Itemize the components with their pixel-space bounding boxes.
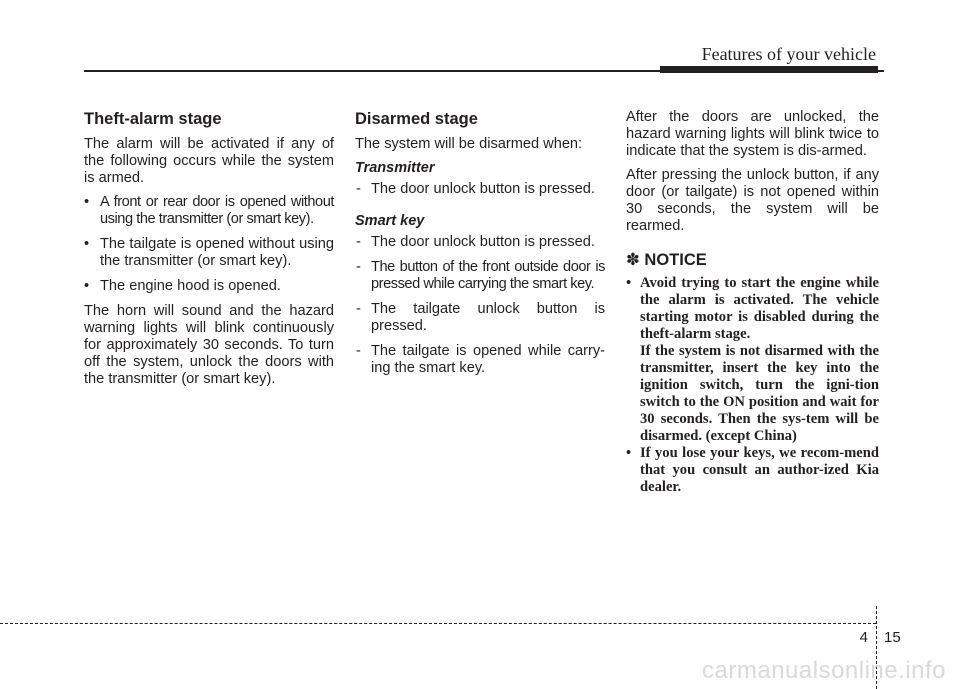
smart-key-list <box>355 234 605 377</box>
bullet-mark: • <box>84 278 90 294</box>
dash-mark: - <box>356 301 361 317</box>
page-header-title: Features of your vehicle <box>701 44 876 64</box>
column-theft-alarm <box>84 109 334 395</box>
notice-item-text: If you lose your keys, we recom-mend that you consult an author-ized Kia dealer. <box>640 445 879 495</box>
page-number: 15 <box>884 629 901 646</box>
list-item-text: The door unlock button is pressed. <box>371 181 595 197</box>
dash-mark: - <box>356 259 361 275</box>
theft-alarm-bullets <box>84 194 334 295</box>
theft-alarm-outro: The horn will sound and the hazard warning lights will blink continuously for approximately 30 seconds. To turn off the system, unlock the doors with the transmitter (or smart key). <box>84 303 334 387</box>
notice-item-text: If the system is not disarmed with the transmitter, insert the key into the ignition switch, turn the igni-tion switch to the ON position and wait for 30 seconds. Then the sys-tem will be disarmed. (except China) <box>640 343 879 444</box>
header-rule <box>84 70 884 72</box>
bullet-mark: • <box>626 275 632 291</box>
list-item-text: The tailgate is opened without using the transmitter (or smart key). <box>100 236 334 269</box>
list-item <box>355 343 605 377</box>
column-disarmed <box>355 109 605 385</box>
list-item-text: The tailgate is opened while carry-ing the smart key. <box>371 343 605 376</box>
transmitter-heading: Transmitter <box>355 160 435 176</box>
notice-item <box>626 275 879 445</box>
notice-item-text: Avoid trying to start the engine while the alarm is activated. The vehicle starting motor is disabled during the theft-alarm stage. <box>640 275 879 342</box>
transmitter-list <box>355 181 605 198</box>
notice-list <box>626 275 879 496</box>
bullet-mark: • <box>626 445 632 461</box>
chapter-number: 4 <box>859 629 868 646</box>
list-item <box>84 236 334 270</box>
dash-mark: - <box>356 181 361 197</box>
list-item <box>355 301 605 335</box>
list-item-text: The engine hood is opened. <box>100 278 281 294</box>
dash-mark: - <box>356 234 361 250</box>
list-item-text: The tailgate unlock button is pressed. <box>371 301 605 334</box>
list-item <box>355 234 605 251</box>
notice-item <box>626 445 879 496</box>
list-item <box>84 278 334 295</box>
bullet-mark: • <box>84 194 90 210</box>
footer-rule <box>0 623 876 624</box>
bullet-mark: • <box>84 236 90 252</box>
disarm-blink-paragraph: After the doors are unlocked, the hazard warning lights will blink twice to indicate that the system is dis-armed. <box>626 109 879 159</box>
notice-heading <box>626 250 879 270</box>
theft-alarm-intro: The alarm will be activated if any of the following occurs while the system is armed. <box>84 136 334 186</box>
list-item-text: The door unlock button is pressed. <box>371 234 595 250</box>
disarmed-intro: The system will be disarmed when: <box>355 136 583 152</box>
watermark-link[interactable]: carmanualsonline.info <box>702 657 946 684</box>
column-notice <box>626 109 879 496</box>
list-item <box>84 194 334 228</box>
list-item-text: A front or rear door is opened without using the transmitter (or smart key). <box>100 194 334 227</box>
notice-title-text: NOTICE <box>644 251 707 269</box>
rearm-paragraph: After pressing the unlock button, if any door (or tailgate) is not opened within 30 seconds, the system will be rearmed. <box>626 167 879 234</box>
list-item <box>355 259 605 293</box>
notice-asterisk-icon: ✽ <box>626 251 640 269</box>
list-item <box>355 181 605 198</box>
disarmed-heading: Disarmed stage <box>355 110 478 128</box>
dash-mark: - <box>356 343 361 359</box>
list-item-text: The button of the front outside door is pressed while carrying the smart key. <box>371 259 605 292</box>
theft-alarm-heading: Theft-alarm stage <box>84 110 222 128</box>
smart-key-heading: Smart key <box>355 213 425 229</box>
